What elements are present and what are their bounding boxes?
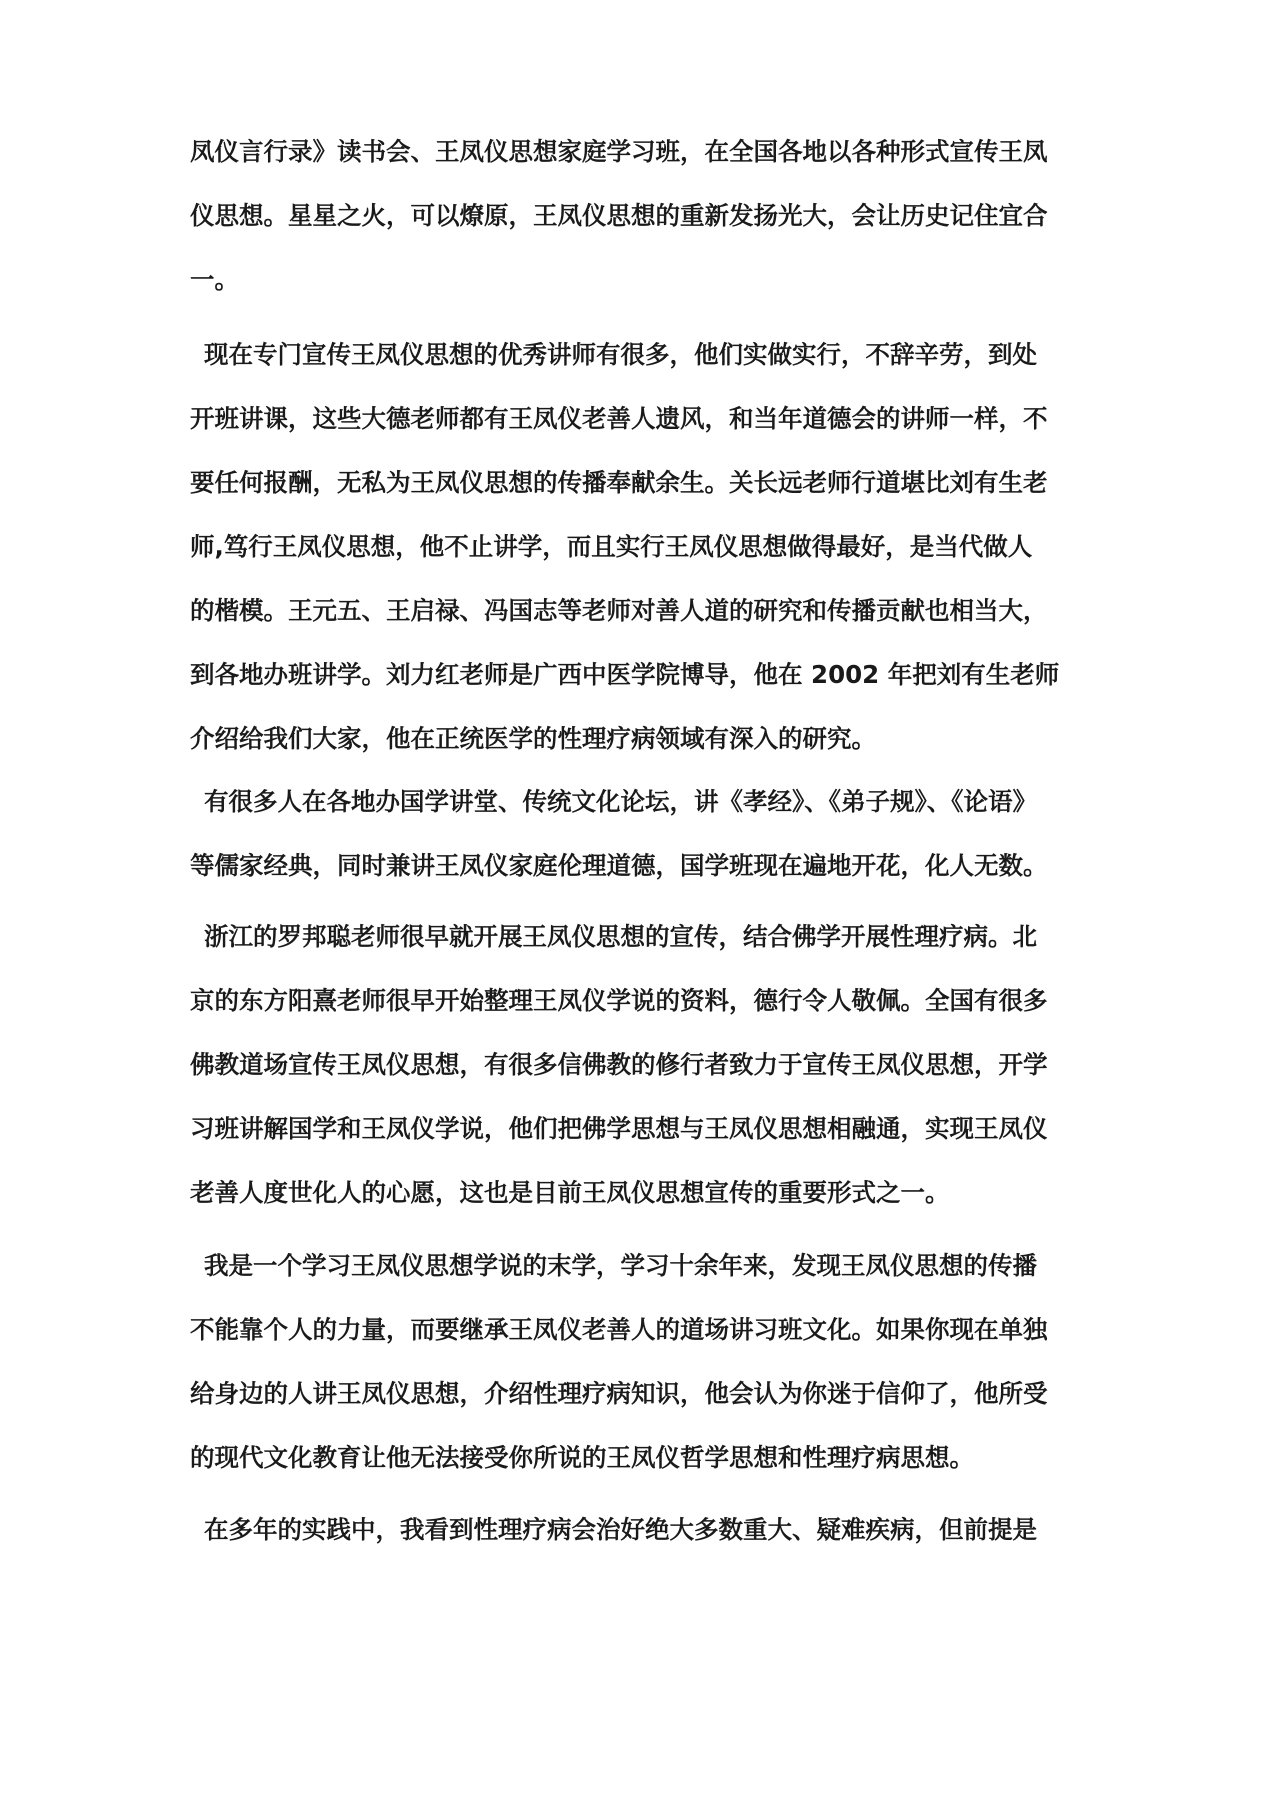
- text-line: 习班讲解国学和王凤仪学说，他们把佛学思想与王凤仪思想相融通，实现王凤仪: [190, 1114, 1048, 1143]
- text-line: 的现代文化教育让他无法接受你所说的王凤仪哲学思想和性理疗病思想。: [190, 1443, 974, 1472]
- text-line: 京的东方阳熹老师很早开始整理王凤仪学说的资料，德行令人敬佩。全国有很多: [190, 986, 1048, 1015]
- text-line: 仪思想。星星之火，可以燎原，王凤仪思想的重新发扬光大，会让历史记住宜合: [190, 201, 1048, 230]
- text-line: 开班讲课，这些大德老师都有王凤仪老善人遗风，和当年道德会的讲师一样，不: [190, 404, 1048, 433]
- paragraph-first-line: 浙江的罗邦聪老师很早就开展王凤仪思想的宣传，结合佛学开展性理疗病。北: [204, 922, 1037, 951]
- text-line: 一。: [190, 265, 239, 294]
- text-line: 老善人度世化人的心愿，这也是目前王凤仪思想宣传的重要形式之一。: [190, 1178, 950, 1207]
- paragraph-first-line: 在多年的实践中，我看到性理疗病会治好绝大多数重大、疑难疾病，但前提是: [204, 1515, 1037, 1544]
- text-line: 凤仪言行录》读书会、王凤仪思想家庭学习班，在全国各地以各种形式宣传王凤: [190, 137, 1048, 166]
- paragraph-first-line: 现在专门宣传王凤仪思想的优秀讲师有很多，他们实做实行，不辞辛劳，到处: [204, 340, 1037, 369]
- text-line: 等儒家经典，同时兼讲王凤仪家庭伦理道德，国学班现在遍地开花，化人无数。: [190, 851, 1048, 880]
- text-line: 的楷模。王元五、王启禄、冯国志等老师对善人道的研究和传播贡献也相当大，: [190, 596, 1048, 625]
- text-line: 到各地办班讲学。刘力红老师是广西中医学院博导，他在 2002 年把刘有生老师: [190, 660, 1060, 689]
- text-line: 给身边的人讲王凤仪思想，介绍性理疗病知识，他会认为你迷于信仰了，他所受: [190, 1379, 1048, 1408]
- paragraph-first-line: 有很多人在各地办国学讲堂、传统文化论坛，讲《孝经》、《弟子规》、《论语》: [204, 787, 1037, 816]
- text-line: 佛教道场宣传王凤仪思想，有很多信佛教的修行者致力于宣传王凤仪思想，开学: [190, 1050, 1048, 1079]
- text-line: 不能靠个人的力量，而要继承王凤仪老善人的道场讲习班文化。如果你现在单独: [190, 1315, 1048, 1344]
- text-line: 要任何报酬，无私为王凤仪思想的传播奉献余生。关长远老师行道堪比刘有生老: [190, 468, 1048, 497]
- text-line: 师,笃行王凤仪思想，他不止讲学，而且实行王凤仪思想做得最好，是当代做人: [190, 532, 1033, 561]
- paragraph-first-line: 我是一个学习王凤仪思想学说的末学，学习十余年来，发现王凤仪思想的传播: [204, 1251, 1037, 1280]
- text-line: 介绍给我们大家，他在正统医学的性理疗病领域有深入的研究。: [190, 724, 876, 753]
